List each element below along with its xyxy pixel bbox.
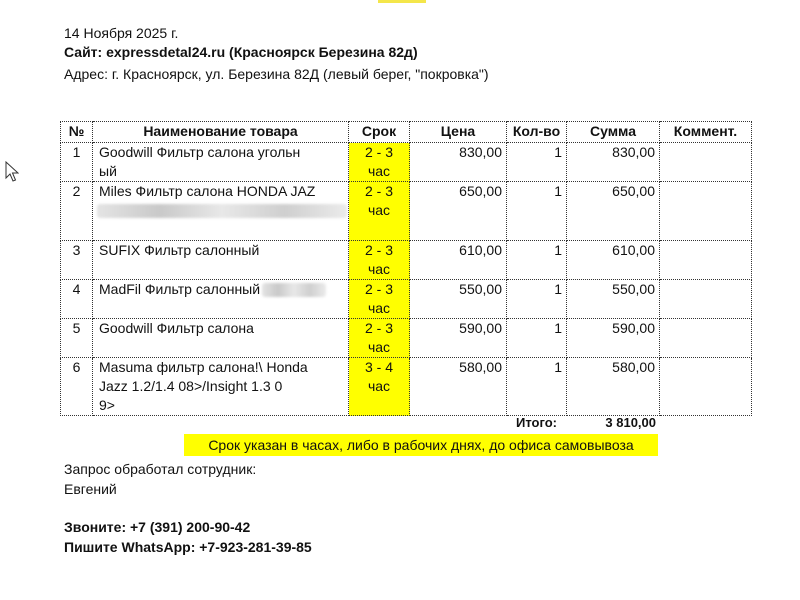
cell-num: 6 [61,358,93,416]
cell-price: 550,00 [410,280,507,319]
cell-comment [660,143,752,182]
cell-qty: 1 [507,319,567,358]
cell-price: 830,00 [410,143,507,182]
cell-comment [660,280,752,319]
cell-name: Goodwill Фильтр салона [93,319,349,358]
cell-num: 1 [61,143,93,182]
cell-num: 4 [61,280,93,319]
redacted-text-blur [97,204,347,218]
total-value: 3 810,00 [605,415,656,430]
table-row [61,241,752,280]
delivery-time-note: Срок указан в часах, либо в рабочих днях, до офиса самовывоза [184,434,658,456]
col-header-sum: Сумма [567,122,660,143]
cell-name-wrap [93,280,349,319]
cell-qty: 1 [507,182,567,241]
cell-num: 2 [61,182,93,241]
cell-qty: 1 [507,358,567,416]
cell-comment [660,182,752,241]
cell-num: 5 [61,319,93,358]
cell-name: MadFil Фильтр салонный [99,281,261,297]
cell-sum: 650,00 [567,182,660,241]
table-row [61,280,752,319]
cell-time: 2 - 3 час [349,319,410,358]
table-header-row [61,122,752,143]
cell-num: 3 [61,241,93,280]
cell-sum: 610,00 [567,241,660,280]
order-table [60,121,752,416]
cell-time: 2 - 3 час [349,241,410,280]
col-header-name: Наименование товара [93,122,349,143]
cell-qty: 1 [507,280,567,319]
cell-name: SUFIX Фильтр салонный [93,241,349,280]
table-row [61,143,752,182]
site-line: Сайт: expressdetal24.ru (Красноярск Березина 82д) [64,44,418,60]
cell-sum: 550,00 [567,280,660,319]
mouse-pointer-icon [5,161,19,183]
col-header-time: Срок [349,122,410,143]
cell-sum: 580,00 [567,358,660,416]
cell-time: 2 - 3 час [349,182,410,241]
cell-time: 2 - 3 час [349,143,410,182]
cell-price: 580,00 [410,358,507,416]
cell-price: 610,00 [410,241,507,280]
cell-sum: 830,00 [567,143,660,182]
cell-qty: 1 [507,143,567,182]
cell-comment [660,319,752,358]
cell-price: 650,00 [410,182,507,241]
employee-name: Евгений [64,481,117,497]
cell-comment [660,358,752,416]
whatsapp-line: Пишите WhatsApp: +7-923-281-39-85 [64,539,312,555]
cell-time: 3 - 4 час [349,358,410,416]
cell-comment [660,241,752,280]
cell-price: 590,00 [410,319,507,358]
cell-name: Masuma фильтр салона!\ Honda Jazz 1.2/1.4 08>/Insight 1.3 0 9> [93,358,349,416]
cell-sum: 590,00 [567,319,660,358]
col-header-num: № [61,122,93,143]
cell-qty: 1 [507,241,567,280]
table-row [61,319,752,358]
cell-name: Miles Фильтр салона HONDA JAZ [93,182,349,241]
address-line: Адрес: г. Красноярск, ул. Березина 82Д (левый берег, "покровка") [64,66,489,82]
col-header-comment: Коммент. [660,122,752,143]
processed-by-label: Запрос обработал сотрудник: [64,461,257,477]
redacted-text-blur [262,283,326,297]
table-row [61,358,752,416]
total-label: Итого: [516,415,557,430]
cell-name: Goodwill Фильтр салона угольн ый [93,143,349,182]
cell-time: 2 - 3 час [349,280,410,319]
col-header-price: Цена [410,122,507,143]
col-header-qty: Кол-во [507,122,567,143]
document-date: 14 Ноября 2025 г. [64,25,179,41]
top-highlight-strip [378,0,426,3]
phone-line: Звоните: +7 (391) 200-90-42 [64,519,251,535]
